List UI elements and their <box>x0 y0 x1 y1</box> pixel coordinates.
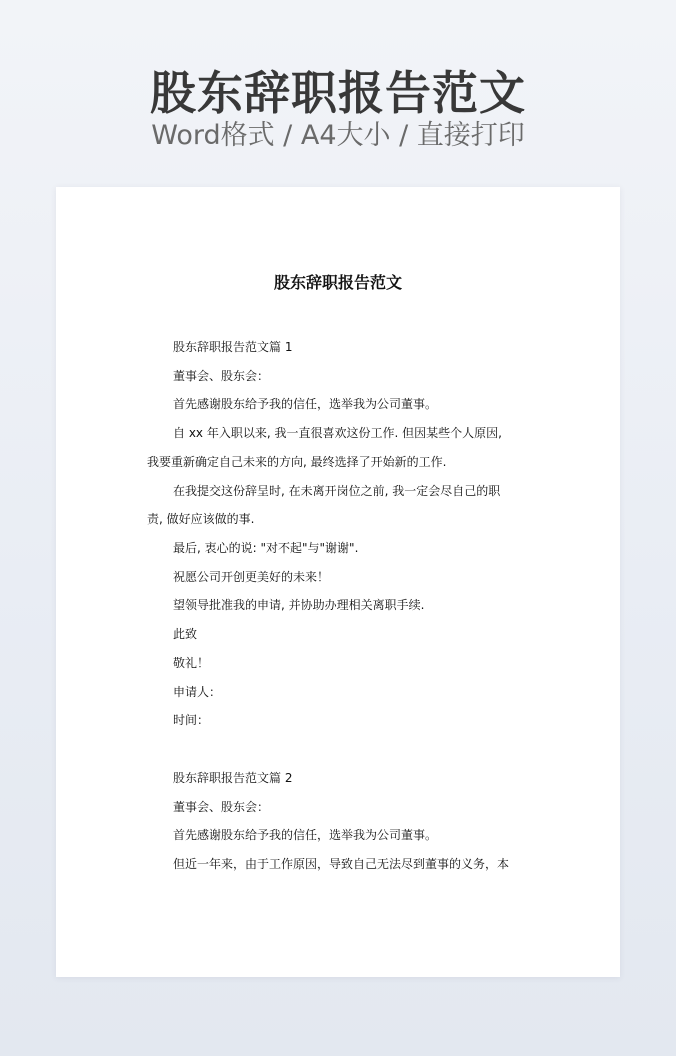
document-title: 股东辞职报告范文 <box>273 273 402 292</box>
section1-closing-1: 此致 <box>173 627 198 641</box>
banner-subtitle: Word格式 / A4大小 / 直接打印 <box>151 120 525 151</box>
section1-closing-2: 敬礼！ <box>173 656 210 670</box>
section1-paragraph-3-line-2: 责, 做好应该做的事. <box>147 512 255 526</box>
section1-paragraph-5: 祝愿公司开创更美好的未来！ <box>173 570 330 584</box>
section1-heading: 股东辞职报告范文篇 1 <box>173 340 293 354</box>
section2-heading: 股东辞职报告范文篇 2 <box>173 771 293 785</box>
section1-time: 时间： <box>173 713 210 727</box>
section1-paragraph-2-line-2: 我要重新确定自己未来的方向, 最终选择了开始新的工作. <box>147 455 447 469</box>
section1-applicant: 申请人： <box>173 685 222 699</box>
section1-paragraph-3-line-1: 在我提交这份辞呈时, 在未离开岗位之前, 我一定会尽自己的职 <box>173 484 501 498</box>
section1-paragraph-6: 望领导批准我的申请, 并协助办理相关离职手续. <box>173 598 425 612</box>
banner-title: 股东辞职报告范文 <box>150 66 526 120</box>
section1-paragraph-4: 最后, 衷心的说: "对不起"与"谢谢". <box>173 541 359 555</box>
document-page <box>56 187 620 977</box>
section2-paragraph-2-line-1: 但近一年来，由于工作原因，导致自己无法尽到董事的义务，本 <box>173 857 510 871</box>
section2-salutation: 董事会、股东会： <box>173 800 270 814</box>
section1-paragraph-1: 首先感谢股东给予我的信任，选举我为公司董事。 <box>173 397 438 411</box>
section1-paragraph-2-line-1: 自 xx 年入职以来, 我一直很喜欢这份工作. 但因某些个人原因, <box>173 426 502 440</box>
section1-salutation: 董事会、股东会： <box>173 369 270 383</box>
section2-paragraph-1: 首先感谢股东给予我的信任，选举我为公司董事。 <box>173 828 438 842</box>
